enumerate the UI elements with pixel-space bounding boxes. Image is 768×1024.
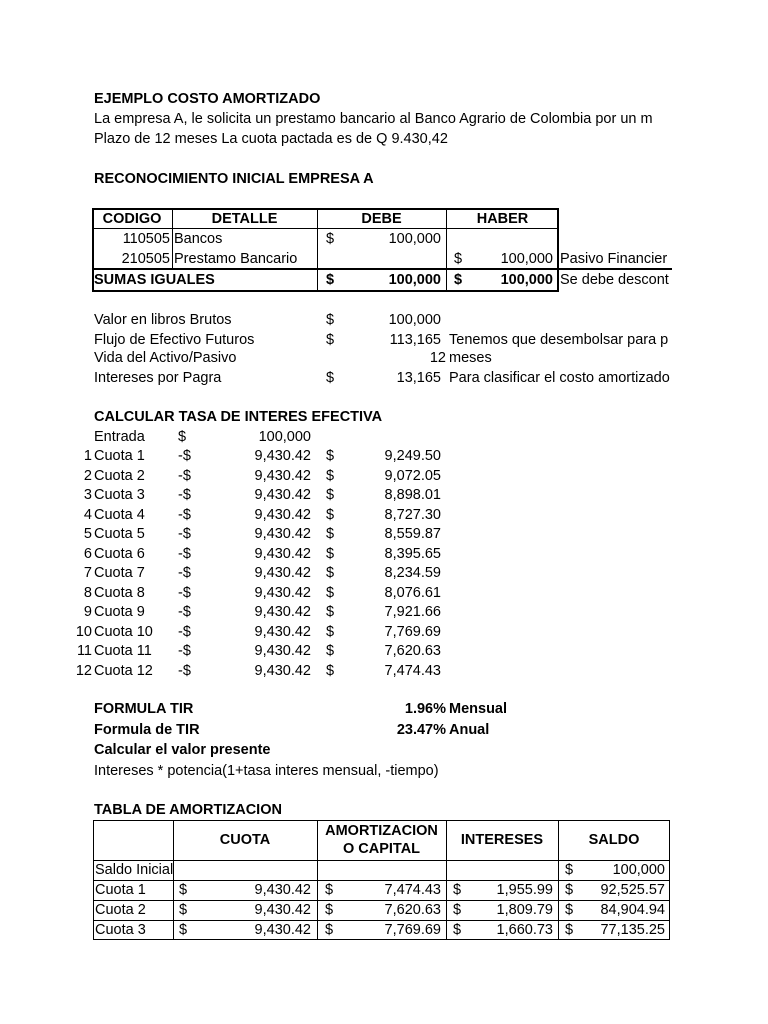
summary-symbol: $ [326, 332, 335, 348]
initial-saldo-symbol: $ [565, 862, 574, 878]
row-label: Cuota 10 [94, 623, 153, 640]
doc-title: EJEMPLO COSTO AMORTIZADO [94, 91, 321, 107]
row-pv: 9,072.05 [384, 467, 441, 484]
row-cuota: 9,430.42 [254, 662, 311, 679]
cell-haber-symbol: $ [454, 251, 463, 267]
row-pv-symbol: $ [326, 584, 335, 601]
sums-haber: 100,000 [500, 272, 553, 288]
amort-row-label: Cuota 3 [95, 922, 146, 938]
amort-interes: 1,660.73 [496, 922, 553, 938]
row-label: Cuota 7 [94, 565, 145, 581]
present-value-label: Calcular el valor presente [94, 742, 271, 758]
amort-amort: 7,769.69 [384, 922, 441, 938]
summary-value: 13,165 [396, 370, 441, 386]
row-label: Cuota 4 [94, 506, 145, 523]
amort-cuota-symbol: $ [179, 922, 188, 938]
amort-row-label: Cuota 1 [95, 882, 146, 898]
sums-debe-symbol: $ [326, 272, 335, 288]
amort-saldo-symbol: $ [565, 922, 574, 938]
amort-saldo: 77,135.25 [600, 922, 665, 938]
row-cuota: 9,430.42 [254, 565, 311, 581]
entry-label: Entrada [94, 429, 145, 445]
row-label: Cuota 8 [94, 584, 145, 601]
summary-symbol: $ [326, 370, 335, 386]
amort-cuota-symbol: $ [179, 902, 188, 918]
amort-interes-symbol: $ [453, 882, 462, 898]
summary-value: 100,000 [388, 312, 441, 328]
formula-tir-label: FORMULA TIR [94, 701, 194, 717]
header-codigo: CODIGO [102, 211, 162, 227]
initial-label: Saldo Inicial [95, 862, 173, 878]
row-label: Cuota 11 [94, 643, 152, 659]
row-pv: 8,727.30 [384, 506, 441, 523]
header-amortizacion: AMORTIZACION [325, 823, 438, 839]
summary-label: Intereses por Pagra [94, 370, 222, 386]
row-number: 4 [83, 506, 92, 523]
amort-interes-symbol: $ [453, 902, 462, 918]
cell-haber: 100,000 [500, 251, 553, 267]
sums-haber-symbol: $ [454, 272, 463, 288]
row-cuota-symbol: -$ [178, 643, 191, 659]
cell-debe-symbol: $ [326, 231, 335, 247]
tir-calc-title: CALCULAR TASA DE INTERES EFECTIVA [94, 409, 383, 425]
row-number: 3 [83, 487, 92, 503]
summary-note: Para clasificar el costo amortizado [449, 370, 670, 386]
divider [92, 228, 559, 229]
amort-row-label: Cuota 2 [95, 902, 146, 918]
cell-debe: 100,000 [388, 231, 441, 247]
row-label: Cuota 2 [94, 467, 145, 484]
row-pv: 7,474.43 [384, 662, 441, 679]
row-cuota: 9,430.42 [254, 506, 311, 523]
row-pv: 8,076.61 [384, 584, 441, 601]
amort-interes: 1,955.99 [496, 882, 553, 898]
row-pv-symbol: $ [326, 467, 335, 484]
row-cuota: 9,430.42 [254, 487, 311, 503]
row-label: Cuota 6 [94, 545, 145, 562]
amort-title: TABLA DE AMORTIZACION [94, 802, 282, 818]
row-cuota-symbol: -$ [178, 487, 191, 503]
row-label: Cuota 12 [94, 662, 153, 679]
amort-saldo-symbol: $ [565, 882, 574, 898]
formula-tir-value: 1.96% [404, 701, 446, 717]
row-cuota: 9,430.42 [254, 545, 311, 562]
formula-tir-unit: Mensual [449, 701, 508, 717]
row-cuota-symbol: -$ [178, 526, 191, 542]
row-label: Cuota 9 [94, 604, 145, 620]
row-pv-symbol: $ [326, 623, 335, 640]
sums-note: Se debe descont [560, 272, 669, 288]
header-debe: DEBE [361, 211, 402, 227]
row-cuota-symbol: -$ [178, 662, 191, 679]
amort-interes-symbol: $ [453, 922, 462, 938]
row-cuota: 9,430.42 [254, 604, 311, 620]
row-cuota-symbol: -$ [178, 467, 191, 484]
row-pv-symbol: $ [326, 643, 335, 659]
cell-detalle: Bancos [174, 231, 223, 247]
sums-label: SUMAS IGUALES [94, 272, 215, 288]
row-number: 7 [83, 565, 92, 581]
row-pv-symbol: $ [326, 448, 335, 464]
formula-tir2-unit: Anual [449, 722, 490, 738]
summary-label: Vida del Activo/Pasivo [94, 350, 237, 366]
row-pv-symbol: $ [326, 506, 335, 523]
row-number: 10 [75, 623, 92, 640]
row-pv: 8,395.65 [384, 545, 441, 562]
intro-line-1: La empresa A, le solicita un prestamo bancario al Banco Agrario de Colombia por un m [94, 111, 653, 127]
amort-cuota-symbol: $ [179, 882, 188, 898]
row-cuota-symbol: -$ [178, 506, 191, 523]
summary-label: Flujo de Efectivo Futuros [94, 332, 255, 348]
header-detalle: DETALLE [211, 211, 278, 227]
amort-saldo-symbol: $ [565, 902, 574, 918]
row-cuota: 9,430.42 [254, 526, 311, 542]
amort-amort-symbol: $ [325, 922, 334, 938]
amort-interes: 1,809.79 [496, 902, 553, 918]
row-cuota-symbol: -$ [178, 623, 191, 640]
row-cuota-symbol: -$ [178, 545, 191, 562]
summary-symbol: $ [326, 312, 335, 328]
summary-note: meses [449, 350, 492, 366]
recognition-title: RECONOCIMIENTO INICIAL EMPRESA A [94, 171, 374, 187]
row-pv-symbol: $ [326, 487, 335, 503]
summary-value: 113,165 [389, 332, 441, 348]
row-number: 11 [76, 643, 92, 659]
summary-label: Valor en libros Brutos [94, 312, 232, 328]
header-haber: HABER [476, 211, 529, 227]
sums-debe: 100,000 [388, 272, 441, 288]
row-pv: 7,620.63 [384, 643, 441, 659]
amort-amort: 7,474.43 [384, 882, 441, 898]
row-number: 9 [83, 604, 92, 620]
formula-tir2-label: Formula de TIR [94, 722, 200, 738]
row-pv: 8,898.01 [384, 487, 441, 503]
row-label: Cuota 5 [94, 526, 145, 542]
summary-note: Tenemos que desembolsar para p [449, 332, 669, 348]
cell-detalle: Prestamo Bancario [174, 251, 298, 267]
row-cuota: 9,430.42 [254, 584, 311, 601]
present-value-formula: Intereses * potencia(1+tasa interes mensual, -tiempo) [94, 763, 439, 779]
row-pv: 9,249.50 [384, 448, 441, 464]
entry-symbol: $ [178, 429, 187, 445]
divider [92, 268, 672, 270]
row-cuota-symbol: -$ [178, 565, 191, 581]
row-number: 5 [83, 526, 92, 542]
row-cuota-symbol: -$ [178, 448, 191, 464]
row-cuota-symbol: -$ [178, 604, 191, 620]
header-saldo: SALDO [588, 832, 640, 848]
amort-amort: 7,620.63 [384, 902, 441, 918]
initial-saldo: 100,000 [612, 862, 665, 878]
amort-saldo: 92,525.57 [600, 882, 665, 898]
row-label: Cuota 1 [94, 448, 145, 464]
intro-line-2: Plazo de 12 meses La cuota pactada es de Q 9.430,42 [94, 131, 448, 147]
row-pv: 7,921.66 [384, 604, 441, 620]
amort-saldo: 84,904.94 [600, 902, 665, 918]
row-number: 8 [83, 584, 92, 601]
row-cuota-symbol: -$ [178, 584, 191, 601]
row-pv-symbol: $ [326, 545, 335, 562]
cell-codigo: 210505 [121, 251, 170, 267]
row-pv-symbol: $ [326, 526, 335, 542]
row-number: 12 [75, 662, 92, 679]
row-number: 6 [83, 545, 92, 562]
row-label: Cuota 3 [94, 487, 145, 503]
row-cuota: 9,430.42 [254, 623, 311, 640]
cell-note: Pasivo Financier [560, 251, 668, 267]
header-capital: O CAPITAL [342, 841, 421, 857]
amort-amort-symbol: $ [325, 882, 334, 898]
row-pv: 8,559.87 [384, 526, 441, 542]
summary-value: 12 [429, 350, 446, 366]
row-cuota: 9,430.42 [254, 467, 311, 484]
formula-tir2-value: 23.47% [396, 722, 446, 738]
cell-codigo: 110505 [122, 231, 170, 247]
row-number: 1 [83, 448, 92, 464]
amort-cuota: 9,430.42 [254, 902, 311, 918]
header-intereses: INTERESES [460, 832, 544, 848]
row-pv: 8,234.59 [384, 565, 441, 581]
row-pv-symbol: $ [326, 604, 335, 620]
row-pv-symbol: $ [326, 565, 335, 581]
entry-value: 100,000 [258, 429, 311, 445]
row-pv-symbol: $ [326, 662, 335, 679]
header-cuota: CUOTA [219, 832, 271, 848]
amort-cuota: 9,430.42 [254, 922, 311, 938]
row-cuota: 9,430.42 [254, 448, 311, 464]
amort-cuota: 9,430.42 [254, 882, 311, 898]
row-cuota: 9,430.42 [254, 643, 311, 659]
row-pv: 7,769.69 [384, 623, 441, 640]
row-number: 2 [83, 467, 92, 484]
amort-amort-symbol: $ [325, 902, 334, 918]
